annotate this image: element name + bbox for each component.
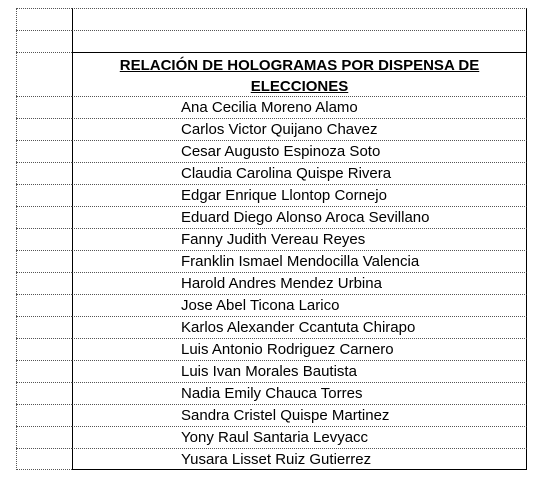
cell[interactable] <box>16 228 72 250</box>
cell[interactable] <box>16 96 72 118</box>
title-cell[interactable] <box>72 52 527 96</box>
person-name: Luis Antonio Rodriguez Carnero <box>181 341 394 358</box>
person-name: Luis Ivan Morales Bautista <box>181 363 357 380</box>
person-name: Nadia Emily Chauca Torres <box>181 385 363 402</box>
empty-row <box>16 30 527 52</box>
cell[interactable] <box>16 140 72 162</box>
person-name: Fanny Judith Vereau Reyes <box>181 231 366 248</box>
table-row <box>16 250 527 272</box>
person-name: Sandra Cristel Quispe Martinez <box>181 407 390 424</box>
table-row <box>16 140 527 162</box>
table-row <box>16 426 527 448</box>
cell[interactable] <box>16 118 72 140</box>
table-row <box>16 360 527 382</box>
name-cell[interactable] <box>72 382 527 404</box>
person-name: Eduard Diego Alonso Aroca Sevillano <box>181 209 430 226</box>
title-row <box>16 52 527 96</box>
name-cell[interactable] <box>72 162 527 184</box>
name-cell[interactable] <box>72 228 527 250</box>
document-title: RELACIÓN DE HOLOGRAMAS POR DISPENSA DE ELECCIONES <box>119 57 480 95</box>
table-row <box>16 228 527 250</box>
cell[interactable] <box>16 404 72 426</box>
person-name: Claudia Carolina Quispe Rivera <box>181 165 392 182</box>
name-cell[interactable] <box>72 206 527 228</box>
person-name: Ana Cecilia Moreno Alamo <box>181 99 358 116</box>
name-cell[interactable] <box>72 360 527 382</box>
name-list <box>16 96 527 470</box>
table-row <box>16 272 527 294</box>
cell[interactable] <box>16 382 72 404</box>
name-cell[interactable] <box>72 140 527 162</box>
person-name: Jose Abel Ticona Larico <box>181 297 340 314</box>
name-cell[interactable] <box>72 250 527 272</box>
cell[interactable] <box>16 8 72 30</box>
person-name: Yony Raul Santaria Levyacc <box>181 429 369 446</box>
table-row <box>16 448 527 470</box>
cell[interactable] <box>16 52 72 96</box>
table-row <box>16 206 527 228</box>
table-row <box>16 382 527 404</box>
cell[interactable] <box>16 272 72 294</box>
cell[interactable] <box>16 448 72 470</box>
name-cell[interactable] <box>72 448 527 470</box>
person-name: Carlos Victor Quijano Chavez <box>181 121 378 138</box>
name-cell[interactable] <box>72 96 527 118</box>
name-cell[interactable] <box>72 294 527 316</box>
cell[interactable] <box>16 30 72 52</box>
cell[interactable] <box>16 250 72 272</box>
person-name: Franklin Ismael Mendocilla Valencia <box>181 253 420 270</box>
name-cell[interactable] <box>72 426 527 448</box>
name-cell[interactable] <box>72 184 527 206</box>
empty-row <box>16 8 527 30</box>
name-cell[interactable] <box>72 404 527 426</box>
name-cell[interactable] <box>72 118 527 140</box>
cell[interactable] <box>16 162 72 184</box>
table-row <box>16 184 527 206</box>
cell[interactable] <box>16 206 72 228</box>
cell[interactable] <box>16 426 72 448</box>
person-name: Karlos Alexander Ccantuta Chirapo <box>181 319 416 336</box>
cell[interactable] <box>16 294 72 316</box>
table-row <box>16 162 527 184</box>
spreadsheet-table <box>16 8 527 470</box>
person-name: Yusara Lisset Ruiz Gutierrez <box>181 451 372 468</box>
table-row <box>16 404 527 426</box>
person-name: Harold Andres Mendez Urbina <box>181 275 382 292</box>
table-row <box>16 118 527 140</box>
cell[interactable] <box>72 8 527 30</box>
cell[interactable] <box>16 316 72 338</box>
person-name: Cesar Augusto Espinoza Soto <box>181 143 381 160</box>
name-cell[interactable] <box>72 272 527 294</box>
table-row <box>16 294 527 316</box>
table-row <box>16 338 527 360</box>
person-name: Edgar Enrique Llontop Cornejo <box>181 187 387 204</box>
cell[interactable] <box>16 184 72 206</box>
cell[interactable] <box>16 338 72 360</box>
name-cell[interactable] <box>72 316 527 338</box>
table-row <box>16 96 527 118</box>
cell[interactable] <box>16 360 72 382</box>
name-cell[interactable] <box>72 338 527 360</box>
cell[interactable] <box>72 30 527 52</box>
table-row <box>16 316 527 338</box>
